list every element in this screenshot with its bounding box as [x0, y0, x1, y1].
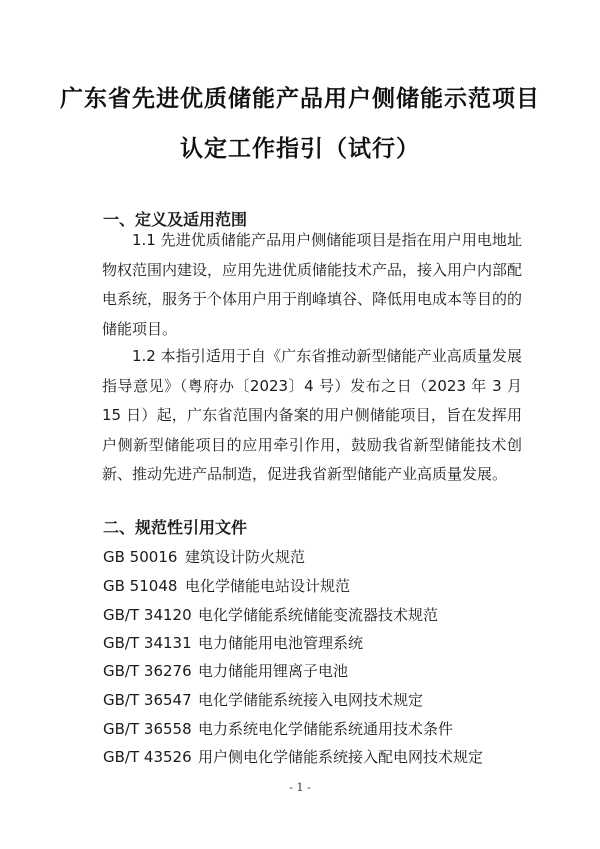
- reference-code: GB/T 43526: [103, 748, 192, 766]
- reference-code: GB/T 36547: [103, 691, 192, 709]
- reference-name: 电力系统电化学储能系统通用技术条件: [198, 720, 454, 738]
- document-title-line1: 广东省先进优质储能产品用户侧储能示范项目: [60, 85, 540, 112]
- reference-name: 电化学储能系统接入电网技术规定: [198, 691, 424, 709]
- reference-code: GB/T 36558: [103, 720, 192, 738]
- reference-name: 用户侧电化学储能系统接入配电网技术规定: [198, 748, 484, 766]
- reference-name: 电力储能用电池管理系统: [198, 634, 364, 652]
- reference-item: [103, 604, 438, 625]
- reference-item: [103, 746, 483, 767]
- reference-item: [103, 718, 453, 739]
- reference-name: 建筑设计防火规范: [185, 548, 306, 566]
- reference-item: [103, 546, 305, 567]
- page-number: - 1 -: [289, 781, 311, 794]
- section-heading-references: 二、规范性引用文件: [103, 518, 248, 537]
- reference-item: [103, 575, 350, 596]
- reference-code: GB/T 36276: [103, 662, 192, 680]
- document-title-line2: 认定工作指引（试行）: [180, 135, 420, 162]
- reference-code: GB 50016: [103, 548, 178, 566]
- reference-name: 电力储能用锂离子电池: [198, 662, 349, 680]
- reference-code: GB 51048: [103, 577, 178, 595]
- reference-item: [103, 689, 423, 710]
- reference-name: 电化学储能电站设计规范: [185, 577, 351, 595]
- reference-item: [103, 632, 363, 653]
- reference-name: 电化学储能系统储能变流器技术规范: [198, 606, 439, 624]
- reference-code: GB/T 34120: [103, 606, 192, 624]
- reference-code: GB/T 34131: [103, 634, 192, 652]
- reference-item: [103, 660, 348, 681]
- paragraph-1-1: 1.1 先进优质储能产品用户侧储能项目是指在用户用电地址物权范围内建设，应用先进优质储能技术产品，接入用户内部配电系统，服务于个体用户用于削峰填谷、降低用电成本等目的的储能项目。: [102, 231, 523, 338]
- section-heading-definition: 一、定义及适用范围: [103, 210, 248, 229]
- paragraph-1-2: 1.2 本指引适用于自《广东省推动新型储能产业高质量发展指导意见》（粤府办〔2023〕4 号）发布之日（2023 年 3 月 15 日）起，广东省范围内备案的用户侧储能项目，旨在发挥用户侧新型储能项目的应用牵引作用，鼓励我省新型储能技术创新、推动先进产品制造，促进我省新型储能产业高质量发展。: [102, 347, 522, 483]
